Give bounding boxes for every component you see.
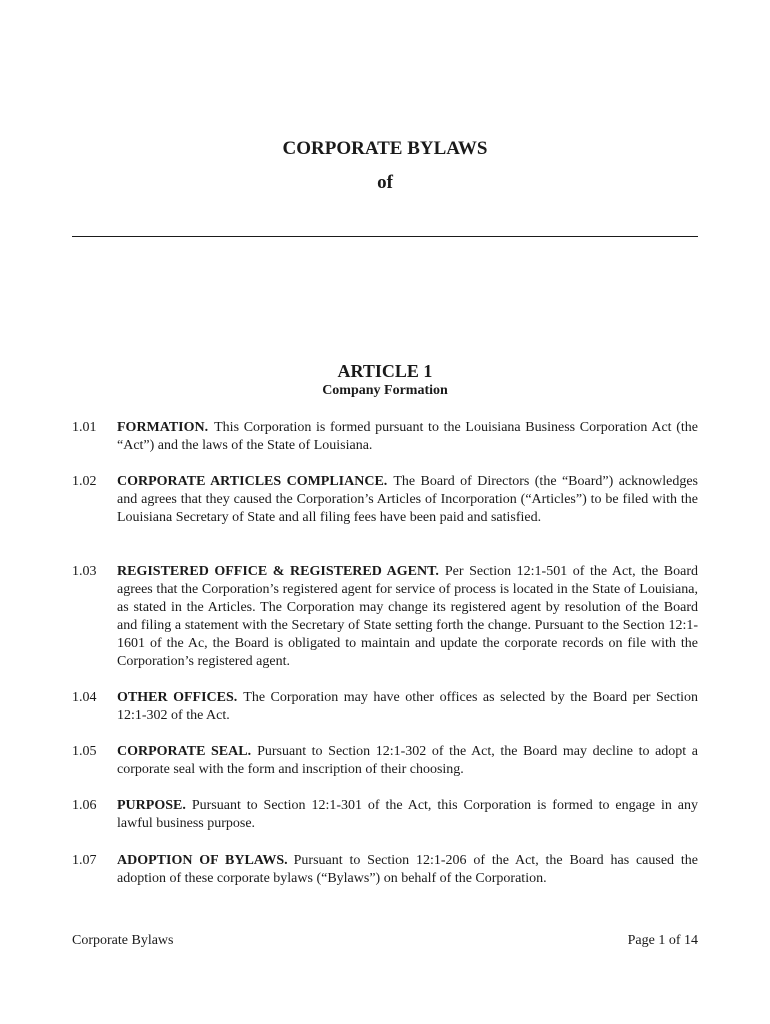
section-text: Pursuant to Section 12:1-301 of the Act, this Corporation is formed to engage in any lawful business purpose. [117, 798, 698, 831]
section-number: 1.05 [72, 744, 97, 759]
document-of-line: of [377, 172, 393, 193]
section-text: The Corporation may have other offices as selected by the Board per Section 12:1-302 of the Act. [117, 690, 698, 723]
section-text: Per Section 12:1-501 of the Act, the Board agrees that the Corporation’s registered agent for service of process is located in the State of Louisiana, as stated in the Articles. The Corporation may change its registered agent by resolution of the Board and filing a statement with the Secretary of State setting forth the change. Pursuant to the Section 12:1-1601 of the Ac, the Board is obligated to maintain and update the corporate records on file with the Corporation’s registered agent. [117, 564, 699, 669]
section-1-01 [72, 419, 698, 455]
section-number: 1.01 [72, 420, 97, 435]
company-name-blank-line [72, 236, 698, 237]
section-heading: ADOPTION OF BYLAWS. [117, 853, 288, 868]
section-number: 1.06 [72, 798, 97, 813]
article-heading: ARTICLE 1 [337, 361, 433, 381]
section-heading: PURPOSE. [117, 798, 186, 813]
section-number: 1.07 [72, 853, 97, 868]
section-1-07 [72, 852, 698, 888]
footer-page-number: Page 1 of 14 [627, 933, 698, 948]
section-heading: REGISTERED OFFICE & REGISTERED AGENT. [117, 564, 439, 579]
section-1-05 [72, 743, 698, 779]
article-subtitle: Company Formation [322, 383, 448, 398]
section-text: This Corporation is formed pursuant to the Louisiana Business Corporation Act (the “Act”) and the laws of the State of Louisiana. [117, 420, 698, 453]
section-text: The Board of Directors (the “Board”) acknowledges and agrees that they caused the Corporation’s Articles of Incorporation (“Articles”) to be filed with the Louisiana Secretary of State and all filing fees have been paid and satisfied. [117, 474, 698, 525]
section-number: 1.03 [72, 564, 97, 579]
section-number: 1.02 [72, 474, 97, 489]
section-heading: CORPORATE SEAL. [117, 744, 252, 759]
section-1-02 [72, 473, 698, 527]
section-number: 1.04 [72, 690, 97, 705]
footer-document-name: Corporate Bylaws [72, 933, 174, 948]
section-heading: FORMATION. [117, 420, 209, 435]
section-1-03 [72, 563, 698, 671]
section-1-04 [72, 689, 698, 725]
document-title: CORPORATE BYLAWS [282, 138, 488, 159]
section-text: Pursuant to Section 12:1-302 of the Act, the Board may decline to adopt a corporate seal with the form and inscription of their choosing. [117, 744, 698, 777]
section-1-06 [72, 797, 698, 833]
section-heading: OTHER OFFICES. [117, 690, 238, 705]
section-heading: CORPORATE ARTICLES COMPLIANCE. [117, 474, 388, 489]
section-text: Pursuant to Section 12:1-206 of the Act, the Board has caused the adoption of these corporate bylaws (“Bylaws”) on behalf of the Corporation. [117, 853, 698, 886]
